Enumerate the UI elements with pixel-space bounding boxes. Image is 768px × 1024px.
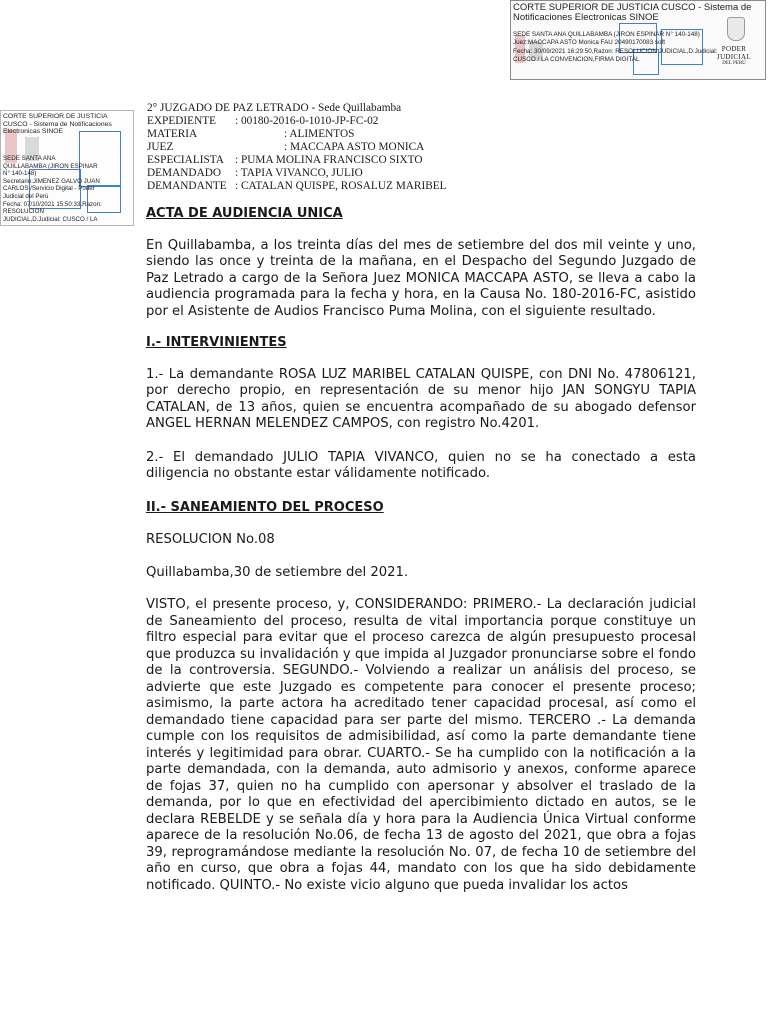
field-label: EXPEDIENTE xyxy=(147,115,217,127)
section-heading-saneamiento: II.- SANEAMIENTO DEL PROCESO xyxy=(146,499,384,515)
stamp-line: Fecha: 30/09/2021 16:29:50,Razon: RESOLUCION JUDICIAL,D.Judicial: xyxy=(513,47,718,55)
field-value: : MACCAPA ASTO MONICA xyxy=(284,141,425,153)
stamp-line: Judicial del Perú xyxy=(3,192,49,200)
case-header-row xyxy=(147,180,507,193)
stamp-line: SEDE SANTA ANA QUILLABAMBA (JIRON ESPINAR N° 140-148) xyxy=(513,31,700,38)
stamp-line: Secretario:JIMENEZ GALVO JUAN xyxy=(3,177,100,185)
case-header-row xyxy=(147,167,507,180)
field-value: : PUMA MOLINA FRANCISCO SIXTO xyxy=(235,154,423,166)
stamp-line: SEDE SANTA ANA xyxy=(3,155,56,162)
field-value: : ALIMENTOS xyxy=(284,128,355,140)
field-label: JUEZ xyxy=(147,141,174,153)
field-label: DEMANDADO xyxy=(147,167,222,179)
stamp-line: JUDICIAL,D.Judicial: CUSCO / LA xyxy=(3,215,98,223)
case-header-row xyxy=(147,115,507,128)
document-title: ACTA DE AUDIENCIA UNICA xyxy=(146,206,343,221)
section-heading-intervinientes: I.- INTERVINIENTES xyxy=(146,335,287,350)
considerations-paragraph: VISTO, el presente proceso, y, CONSIDERANDO: PRIMERO.- La declaración judicial de Saneamiento del proceso, resulta de vital importancia porque constituye un filtro especial para evitar que el proceso carezca de algún presupuesto procesal que produzca su invalidación y que impida al Juzgador pronunciarse sobre el fondo de la controversia. SEGUNDO.- Volviendo a realizar un análisis del proceso, se advierte que este Juzgado es competente para conocer el presente proceso; asimismo, la parte actora ha acreditado tener capacidad procesal, así como el demandado tiene capacidad para ser parte del mismo. TERCERO .- La demanda cumple con los requisitos de admisibilidad, así como la parte demandante tiene interés y legitimidad para obrar. CUARTO.- Se ha cumplido con la notificación a la parte demandada, con la demanda, auto admisorio y anexos, conforme aparece de fojas 37, quien no ha cumplido con apersonar y absolver el traslado de la demanda, por lo que en efectividad del apercibimiento dictado en autos, se le declara REBELDE y se señala día y hora para la Audiencia Única Virtual conforme aparece de la resolución No.06, de fecha 13 de agosto del 2021, que obra a fojas 39, reprogramándose mediante la resolución No. 07, de fecha 10 de setiembre del año en curso, que obra a fojas 44, mandato con los que ha sido debidamente notificado. QUINTO.- No existe vicio alguno que pueda invalidar los actos xyxy=(146,597,696,893)
paragraph-defendant: 2.- El demandado JULIO TAPIA VIVANCO, quien no se ha conectado a esta diligencia no obstante estar válidamente notificado. xyxy=(146,449,696,481)
stamp-line: RESOLUCIÓN xyxy=(3,208,44,216)
stamp-line: CARLOS /Servicio Digital - Poder xyxy=(3,185,95,193)
poder-judicial-logo xyxy=(709,13,759,66)
court-name: 2° JUZGADO DE PAZ LETRADO - Sede Quillabamba xyxy=(147,102,402,114)
case-header-row xyxy=(147,154,507,167)
field-label: MATERIA xyxy=(147,128,198,140)
case-header-row xyxy=(147,128,507,141)
field-value: : TAPIA VIVANCO, JULIO xyxy=(235,167,363,179)
field-value: : CATALAN QUISPE, ROSALUZ MARIBEL xyxy=(235,180,447,192)
digital-signature-stamp-secretary xyxy=(0,110,134,226)
stamp-title: CORTE SUPERIOR DE JUSTICIA CUSCO - Sistema de Notificaciones Electronicas SINOE xyxy=(513,2,752,23)
logo-subtext: DEL PERÚ xyxy=(722,61,746,66)
stamp-line: N° 140-148) xyxy=(3,170,37,178)
stamp-line: CUSCO / LA CONVENCION,FIRMA DIGITAL xyxy=(513,56,640,64)
logo-text: PODER JUDICIAL xyxy=(717,45,751,61)
stamp-details xyxy=(3,155,131,223)
stamp-line: Fecha: 07/10/2021 15:50:33,Razon: xyxy=(3,200,102,208)
digital-signature-stamp-judge xyxy=(510,0,766,80)
case-header xyxy=(147,102,507,193)
intro-paragraph: En Quillabamba, a los treinta días del mes de setiembre del dos mil veinte y uno, siendo las once y treinta de la mañana, en el Despacho del Segundo Juzgado de Paz Letrado a cargo de la Señora Juez MONICA MACCAPA ASTO, se lleva a cabo la audiencia programada para la fecha y hora, en la Causa No. 180-2016-FC, asistido por el Asistente de Audios Francisco Puma Molina, con el siguiente resultado. xyxy=(146,237,696,319)
stamp-line: Juez:MACCAPA ASTO Monica FAU 20490170083 soft xyxy=(513,39,666,47)
document-body xyxy=(146,206,696,894)
stamp-title: CORTE SUPERIOR DE JUSTICIA CUSCO - Sistema de Notificaciones Electronicas SINOE xyxy=(3,113,112,136)
emblem-icon xyxy=(727,17,745,41)
stamp-details xyxy=(513,31,728,65)
resolution-date: Quillabamba,30 de setiembre del 2021. xyxy=(146,564,409,580)
field-value: : 00180-2016-0-1010-JP-FC-02 xyxy=(235,115,379,127)
resolution-number: RESOLUCION No.08 xyxy=(146,532,275,547)
stamp-line: QUILLABAMBA (JIRON ESPINAR xyxy=(3,162,98,170)
field-label: DEMANDANTE xyxy=(147,180,227,192)
field-label: ESPECIALISTA xyxy=(147,154,224,166)
case-header-row xyxy=(147,141,507,154)
paragraph-plaintiff: 1.- La demandante ROSA LUZ MARIBEL CATALAN QUISPE, con DNI No. 47806121, por derecho propio, en representación de su menor hijo JAN SONGYU TAPIA CATALAN, de 13 años, quien se encuentra acompañado de su abogado defensor ANGEL HERNAN MELENDEZ CAMPOS, con registro No.4201. xyxy=(146,366,696,431)
